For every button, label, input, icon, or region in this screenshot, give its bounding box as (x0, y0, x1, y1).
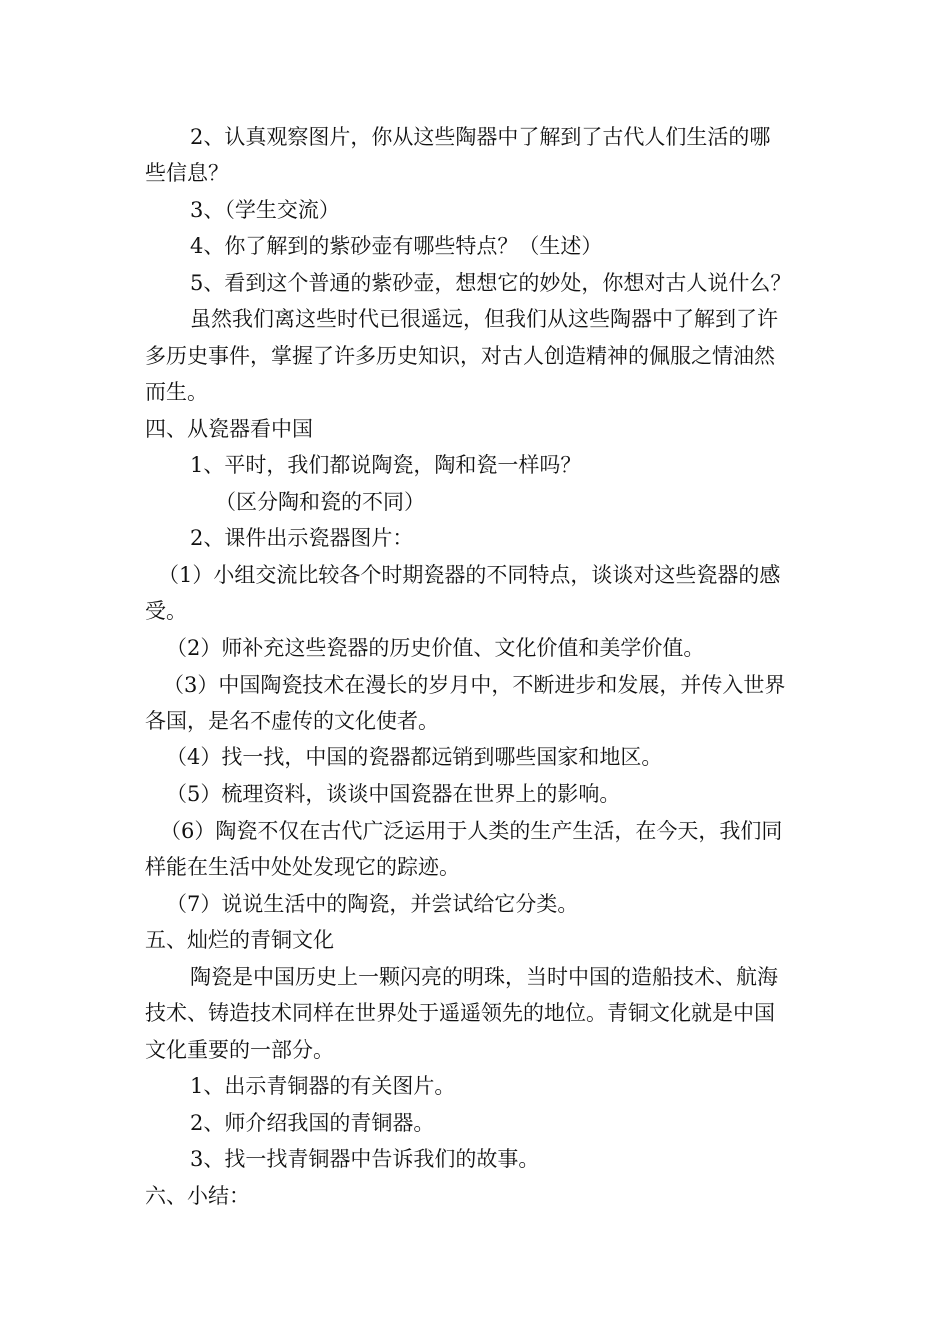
text-line: （区分陶和瓷的不同） (215, 490, 425, 514)
text-line: （4）找一找，中国的瓷器都远销到哪些国家和地区。 (166, 745, 663, 769)
section-heading: 四、从瓷器看中国 (145, 417, 313, 441)
section-heading: 六、小结： (145, 1184, 250, 1208)
text-line: 3、找一找青铜器中告诉我们的故事。 (190, 1147, 540, 1171)
text-line: 4、你了解到的紫砂壶有哪些特点？（生述） (190, 234, 603, 258)
text-line: （6）陶瓷不仅在古代广泛运用于人类的生产生活，在今天，我们同 (160, 819, 783, 843)
text-line: 多历史事件，掌握了许多历史知识，对古人创造精神的佩服之情油然 (145, 344, 775, 368)
section-heading: 五、灿烂的青铜文化 (145, 928, 334, 952)
text-line: （5）梳理资料，谈谈中国瓷器在世界上的影响。 (166, 782, 621, 806)
text-line: 2、师介绍我国的青铜器。 (190, 1111, 435, 1135)
text-line: 3、（学生交流） (190, 198, 340, 222)
text-line: 文化重要的一部分。 (145, 1038, 334, 1062)
text-line: （2）师补充这些瓷器的历史价值、文化价值和美学价值。 (166, 636, 705, 660)
text-line: 些信息？ (145, 161, 229, 185)
text-line: 而生。 (145, 380, 208, 404)
text-line: 5、看到这个普通的紫砂壶，想想它的妙处，你想对古人说什么？ (190, 271, 792, 295)
text-line: 2、课件出示瓷器图片： (190, 526, 414, 550)
text-line: （3）中国陶瓷技术在漫长的岁月中，不断进步和发展，并传入世界 (163, 673, 786, 697)
text-line: （7）说说生活中的陶瓷，并尝试给它分类。 (166, 892, 579, 916)
text-line: 受。 (145, 599, 187, 623)
text-line: 虽然我们离这些时代已很遥远，但我们从这些陶器中了解到了许 (190, 307, 778, 331)
text-line: 1、出示青铜器的有关图片。 (190, 1074, 456, 1098)
text-line: 样能在生活中处处发现它的踪迹。 (145, 855, 460, 879)
text-line: 1、平时，我们都说陶瓷，陶和瓷一样吗？ (190, 453, 582, 477)
text-line: 各国，是名不虚传的文化使者。 (145, 709, 439, 733)
text-line: 陶瓷是中国历史上一颗闪亮的明珠，当时中国的造船技术、航海 (190, 965, 778, 989)
text-line: 2、认真观察图片，你从这些陶器中了解到了古代人们生活的哪 (190, 125, 771, 149)
text-line: （1）小组交流比较各个时期瓷器的不同特点，谈谈对这些瓷器的感 (158, 563, 781, 587)
text-line: 技术、铸造技术同样在世界处于遥遥领先的地位。青铜文化就是中国 (145, 1001, 775, 1025)
